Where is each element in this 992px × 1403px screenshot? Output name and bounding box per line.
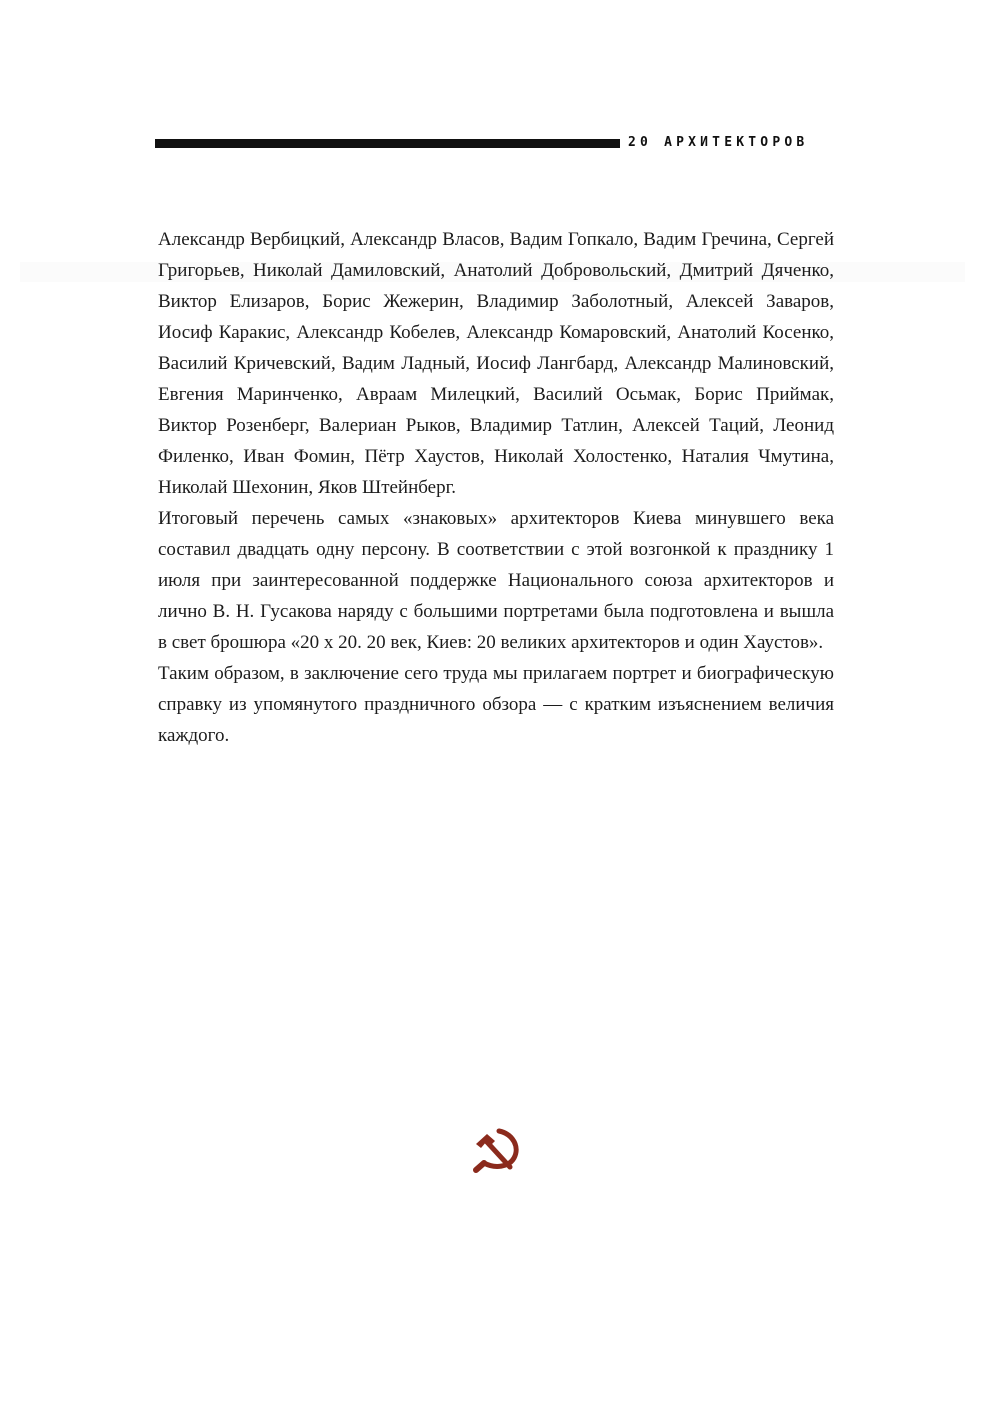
hammer-and-sickle-icon bbox=[469, 1127, 525, 1173]
body-text bbox=[158, 224, 834, 751]
sickle-handle bbox=[476, 1163, 484, 1170]
running-header-title: 20 АРХИТЕКТОРОВ bbox=[628, 136, 809, 150]
header-rule bbox=[155, 139, 620, 148]
paragraph-architect-list: Александр Вербицкий, Александр Власов, Вадим Гопкало, Вадим Гречина, Сергей Григорьев, Николай Дамиловский, Анатолий Добровольский, Дмитрий Дяченко, Виктор Елизаров, Борис Жежерин, Владимир Заболотный, Алексей Заваров, Иосиф Каракис, Александр Кобелев, Александр Комаровский, Анатолий Косенко, Василий Кричевский, Вадим Ладный, Иосиф Лангбард, Александр Малиновский, Евгения Маринченко, Авраам Милецкий, Василий Осьмак, Борис Приймак, Виктор Розенберг, Валериан Рыков, Владимир Татлин, Алексей Таций, Леонид Филенко, Иван Фомин, Пётр Хаустов, Николай Холостенко, Наталия Чмутина, Николай Шехонин, Яков Штейнберг. bbox=[158, 229, 834, 498]
paragraph-brochure: Итоговый перечень самых «знаковых» архитекторов Киева минувшего века составил двадцать одну персону. В соответствии с этой возгонкой к празднику 1 июля при заинтересованной поддержке Национального союза архитекторов и лично В. Н. Гусакова наряду с большими портретами была подготовлена и вышла в свет брошюра «20 х 20. 20 век, Киев: 20 великих архитекторов и один Хаустов». bbox=[158, 508, 834, 653]
paragraph-conclusion: Таким образом, в заключение сего труда мы прилагаем портрет и биографическую справку из упомянутого праздничного обзора — с кратким изъяснением величия каждого. bbox=[158, 663, 834, 746]
